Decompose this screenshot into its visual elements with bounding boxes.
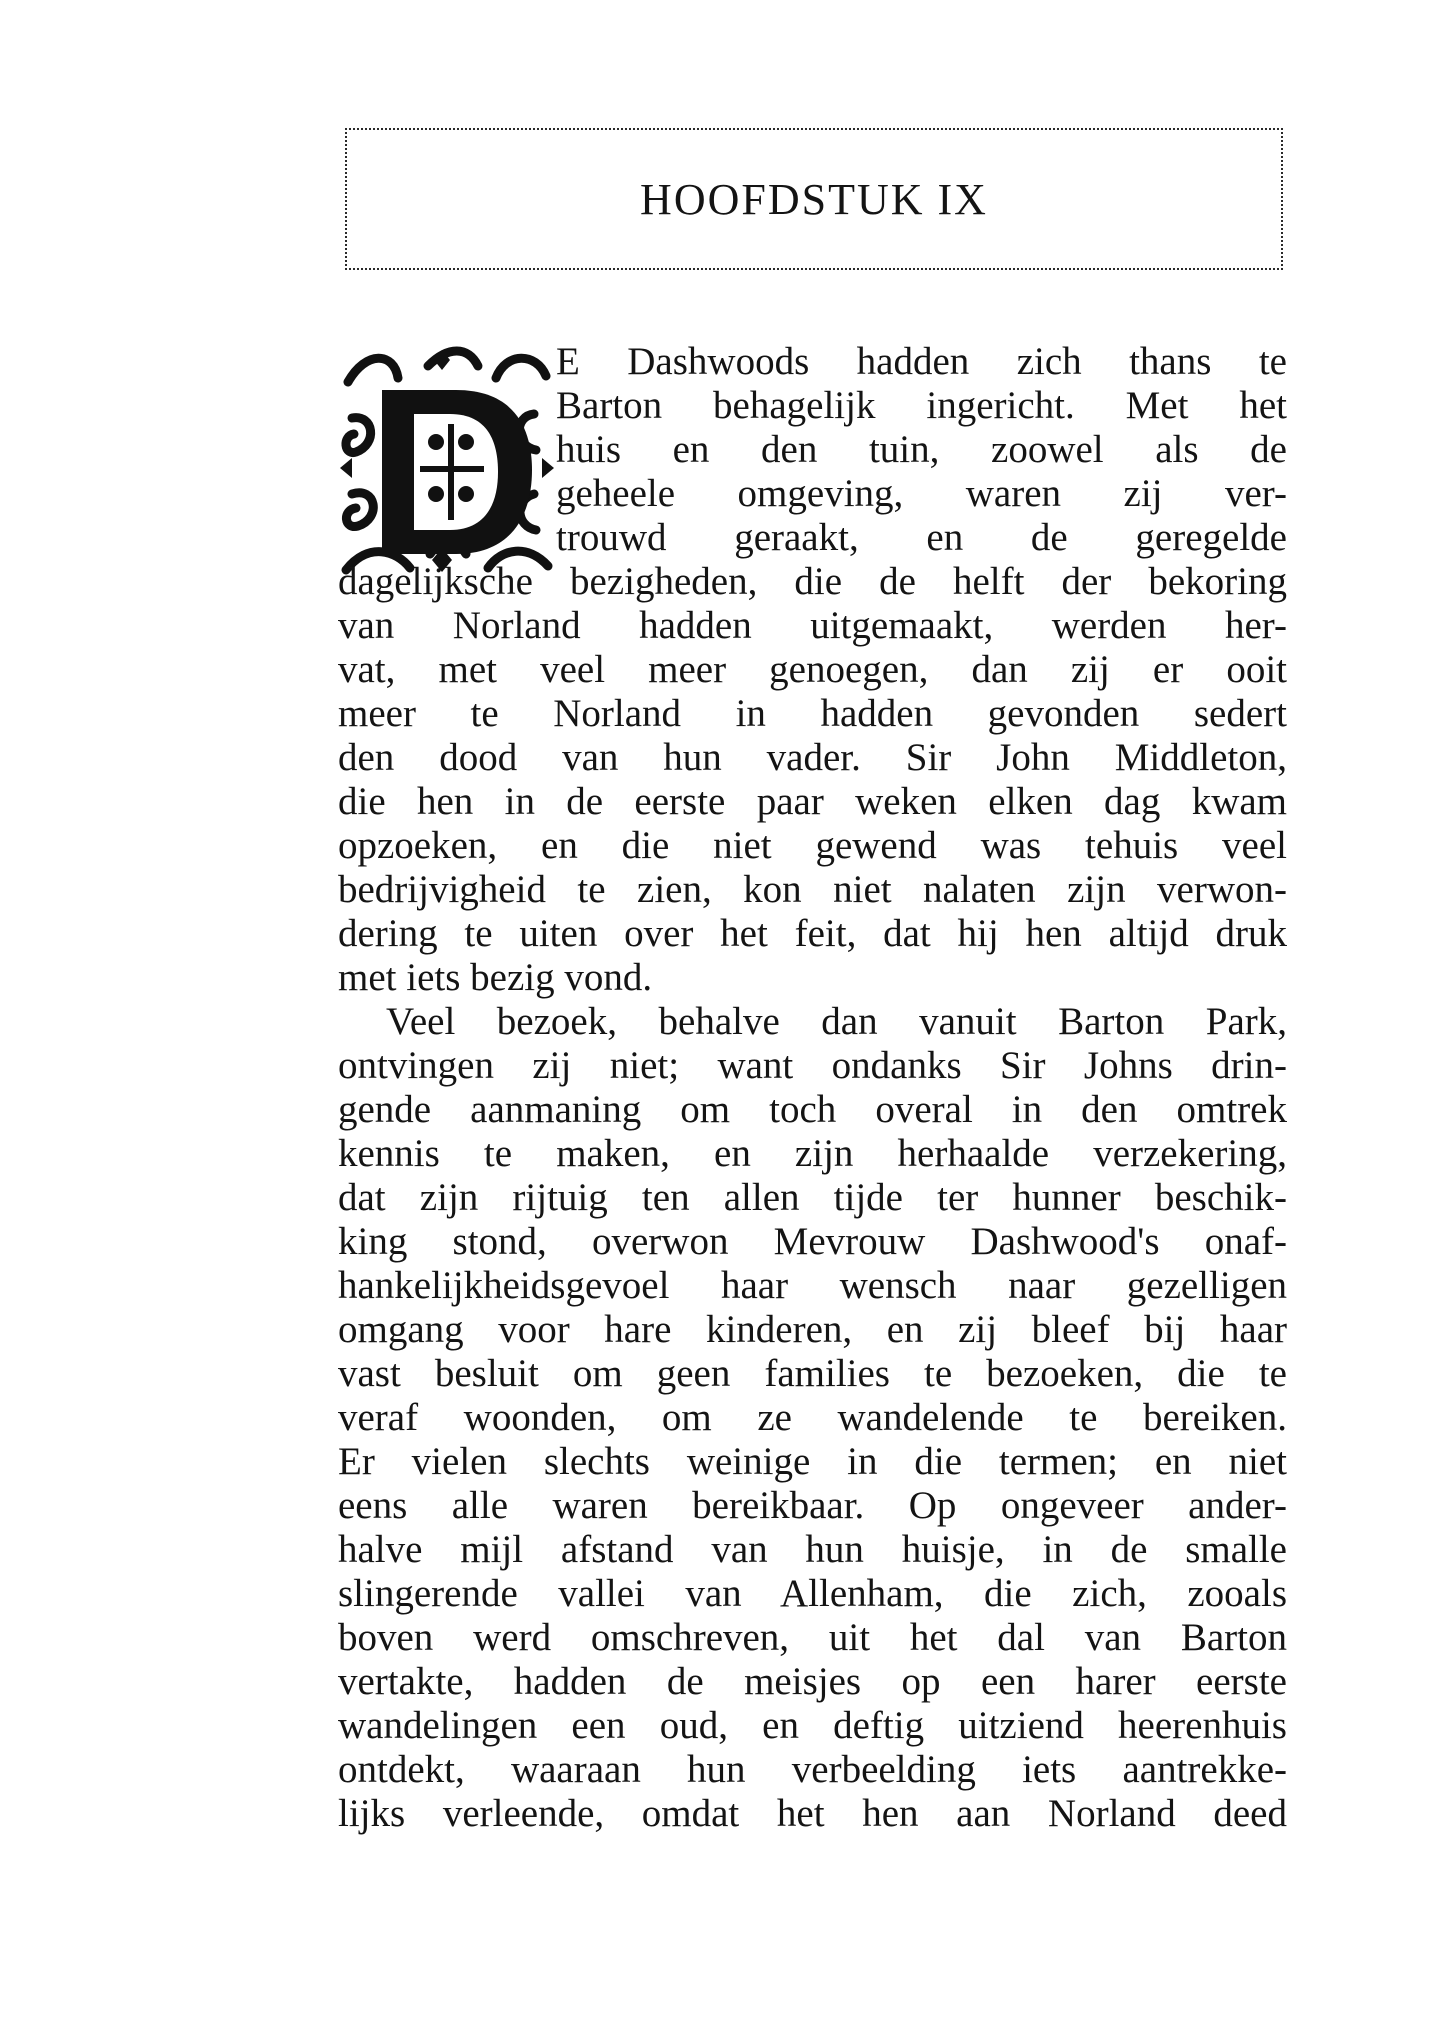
text-line: ontvingen zij niet; want ondanks Sir Johns drin-	[338, 1044, 1287, 1087]
text-line: E Dashwoods hadden zich thans te	[556, 340, 1287, 383]
text-line: gende aanmaning om toch overal in den omtrek	[338, 1088, 1287, 1131]
text-line: bedrijvigheid te zien, kon niet nalaten zijn verwon-	[338, 868, 1287, 911]
text-line: vertakte, hadden de meisjes op een harer eerste	[338, 1660, 1287, 1703]
text-line: veraf woonden, om ze wandelende te bereiken.	[338, 1396, 1287, 1439]
text-line: met iets bezig vond.	[338, 956, 653, 999]
text-line: hankelijkheidsgevoel haar wensch naar gezelligen	[338, 1264, 1287, 1307]
text-line: boven werd omschreven, uit het dal van Barton	[338, 1616, 1287, 1659]
text-line: die hen in de eerste paar weken elken dag kwam	[338, 780, 1287, 823]
text-line: ontdekt, waaraan hun verbeelding iets aantrekke-	[338, 1748, 1287, 1791]
text-line: opzoeken, en die niet gewend was tehuis veel	[338, 824, 1287, 867]
text-line: den dood van hun vader. Sir John Middleton,	[338, 736, 1287, 779]
text-line: king stond, overwon Mevrouw Dashwood's onaf-	[338, 1220, 1287, 1263]
text-line: geheele omgeving, waren zij ver-	[556, 472, 1287, 515]
text-line: dagelijksche bezigheden, die de helft der bekoring	[338, 560, 1287, 603]
text-line: Er vielen slechts weinige in die termen; en niet	[338, 1440, 1287, 1483]
text-line: van Norland hadden uitgemaakt, werden her-	[338, 604, 1287, 647]
text-line: huis en den tuin, zoowel als de	[556, 428, 1287, 471]
text-line: dat zijn rijtuig ten allen tijde ter hunner beschik-	[338, 1176, 1287, 1219]
text-line: vast besluit om geen families te bezoeken, die te	[338, 1352, 1287, 1395]
text-line: eens alle waren bereikbaar. Op ongeveer ander-	[338, 1484, 1287, 1527]
chapter-title: HOOFDSTUK IX	[640, 175, 988, 224]
text-line: meer te Norland in hadden gevonden sedert	[338, 692, 1287, 735]
text-line: omgang voor hare kinderen, en zij bleef bij haar	[338, 1308, 1287, 1351]
text-line: wandelingen een oud, en deftig uitziend heerenhuis	[338, 1704, 1287, 1747]
text-line: dering te uiten over het feit, dat hij hen altijd druk	[338, 912, 1287, 955]
text-line: trouwd geraakt, en de geregelde	[556, 516, 1287, 559]
text-line: slingerende vallei van Allenham, die zich, zooals	[338, 1572, 1287, 1615]
text-line: vat, met veel meer genoegen, dan zij er ooit	[338, 648, 1287, 691]
text-line: Veel bezoek, behalve dan vanuit Barton Park,	[386, 1000, 1287, 1043]
text-line: halve mijl afstand van hun huisje, in de smalle	[338, 1528, 1287, 1571]
text-line: kennis te maken, en zijn herhaalde verzekering,	[338, 1132, 1287, 1175]
text-line: Barton behagelijk ingericht. Met het	[556, 384, 1287, 427]
text-line: lijks verleende, omdat het hen aan Norland deed	[338, 1792, 1287, 1835]
